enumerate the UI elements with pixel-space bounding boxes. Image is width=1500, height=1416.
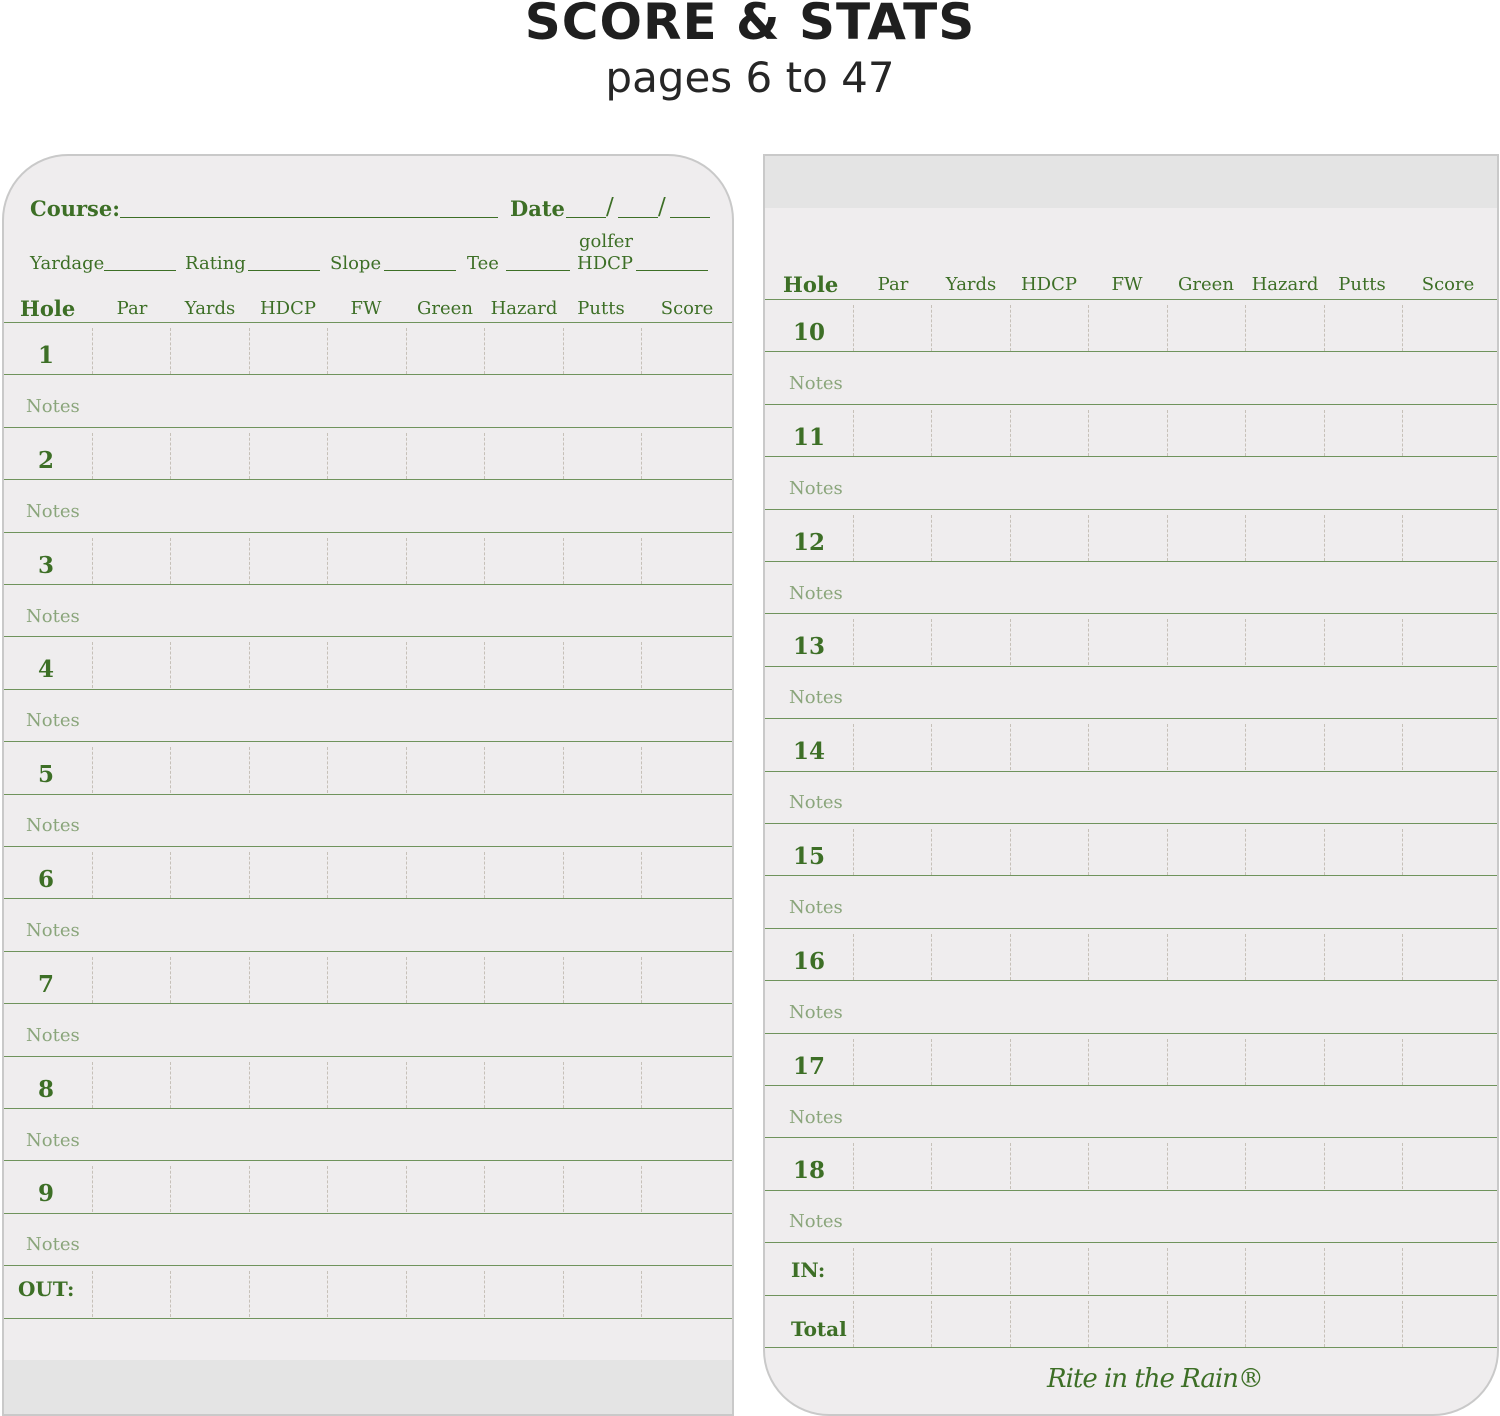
notes-label: Notes xyxy=(26,1234,80,1256)
cell-divider xyxy=(1167,1248,1168,1294)
cell-divider xyxy=(1402,410,1403,456)
cell-divider xyxy=(1324,1301,1325,1347)
cell-divider xyxy=(170,538,171,584)
bottom-binding-band xyxy=(4,1360,732,1416)
cell-divider xyxy=(1010,829,1011,875)
cell-divider xyxy=(484,852,485,898)
hole-number: 13 xyxy=(792,633,825,661)
cell-divider xyxy=(170,328,171,374)
column-header-putts: Putts xyxy=(577,298,625,319)
cell-divider xyxy=(1088,619,1089,665)
cell-divider xyxy=(931,1248,932,1294)
cell-divider xyxy=(327,642,328,688)
cell-divider xyxy=(1167,1301,1168,1347)
notes-label: Notes xyxy=(789,582,843,604)
cell-divider xyxy=(853,1143,854,1189)
cell-divider xyxy=(1402,724,1403,770)
cell-divider xyxy=(1245,619,1246,665)
cell-divider xyxy=(327,538,328,584)
out-label: OUT: xyxy=(18,1277,75,1302)
cell-divider xyxy=(1402,515,1403,561)
cell-divider xyxy=(931,1039,932,1085)
golfer-hdcp-field[interactable] xyxy=(636,270,708,271)
notes-label: Notes xyxy=(26,710,80,732)
cell-divider xyxy=(1245,515,1246,561)
hole-column-header: Hole xyxy=(20,296,76,321)
cell-divider xyxy=(641,957,642,1003)
column-header-par: Par xyxy=(877,274,909,295)
column-header-green: Green xyxy=(1178,274,1234,295)
cell-divider xyxy=(1324,724,1325,770)
notes-label: Notes xyxy=(26,605,80,627)
notes-row-rule xyxy=(765,1242,1497,1243)
column-header-par: Par xyxy=(116,298,148,319)
cell-divider xyxy=(563,747,564,793)
cell-divider xyxy=(484,538,485,584)
rating-label: Rating xyxy=(185,253,246,274)
slope-field[interactable] xyxy=(384,270,456,271)
cell-divider xyxy=(249,328,250,374)
hole-row-rule xyxy=(4,1213,732,1214)
notes-label: Notes xyxy=(26,920,80,941)
cell-divider xyxy=(406,1271,407,1317)
cell-divider xyxy=(1245,1039,1246,1085)
cell-divider xyxy=(641,538,642,584)
cell-divider xyxy=(853,619,854,665)
cell-divider xyxy=(92,957,93,1003)
notes-label: Notes xyxy=(789,897,843,918)
cell-divider xyxy=(1167,829,1168,875)
notes-label: Notes xyxy=(789,792,843,814)
cell-divider xyxy=(92,1166,93,1212)
column-header-fw: FW xyxy=(350,298,382,319)
cell-divider xyxy=(1402,829,1403,875)
cell-divider xyxy=(1010,1143,1011,1189)
notes-label: Notes xyxy=(26,500,80,522)
cell-divider xyxy=(327,747,328,793)
cell-divider xyxy=(92,747,93,793)
column-header-putts: Putts xyxy=(1338,274,1386,295)
cell-divider xyxy=(931,410,932,456)
column-header-yards: Yards xyxy=(184,298,236,319)
yardage-label: Yardage xyxy=(30,253,105,274)
cell-divider xyxy=(1402,1039,1403,1085)
hole-number: 2 xyxy=(37,446,54,474)
cell-divider xyxy=(484,433,485,479)
cell-divider xyxy=(1088,305,1089,351)
front-nine-scorecard xyxy=(2,154,734,1416)
cell-divider xyxy=(1245,724,1246,770)
notes-row-rule xyxy=(4,427,732,428)
cell-divider xyxy=(1245,934,1246,980)
cell-divider xyxy=(931,305,932,351)
cell-divider xyxy=(249,1166,250,1212)
cell-divider xyxy=(931,1143,932,1189)
cell-divider xyxy=(563,538,564,584)
hole-row-rule xyxy=(4,584,732,585)
cell-divider xyxy=(170,433,171,479)
cell-divider xyxy=(327,957,328,1003)
notes-row-rule xyxy=(765,1033,1497,1034)
notes-row-rule xyxy=(4,1265,732,1266)
cell-divider xyxy=(170,1062,171,1108)
cell-divider xyxy=(1010,305,1011,351)
cell-divider xyxy=(92,433,93,479)
cell-divider xyxy=(1167,305,1168,351)
cell-divider xyxy=(406,433,407,479)
cell-divider xyxy=(1324,1248,1325,1294)
cell-divider xyxy=(1010,1039,1011,1085)
date-label: Date xyxy=(510,196,565,221)
cell-divider xyxy=(484,747,485,793)
cell-divider xyxy=(1324,305,1325,351)
tee-field[interactable] xyxy=(506,270,570,271)
cell-divider xyxy=(1010,410,1011,456)
hole-row-rule xyxy=(4,374,732,375)
cell-divider xyxy=(1010,724,1011,770)
notes-row-rule xyxy=(765,1137,1497,1138)
notes-row-rule xyxy=(4,951,732,952)
cell-divider xyxy=(931,829,932,875)
cell-divider xyxy=(1402,619,1403,665)
cell-divider xyxy=(249,1062,250,1108)
cell-divider xyxy=(563,642,564,688)
hole-number: 3 xyxy=(37,551,54,579)
page-title: SCORE & STATS xyxy=(524,0,976,51)
hole-row-rule xyxy=(765,771,1497,772)
cell-divider xyxy=(1167,1143,1168,1189)
cell-divider xyxy=(327,1166,328,1212)
total-row-rule xyxy=(4,1318,732,1319)
cell-divider xyxy=(931,1301,932,1347)
cell-divider xyxy=(641,1062,642,1108)
hole-number: 9 xyxy=(37,1180,54,1208)
cell-divider xyxy=(853,410,854,456)
cell-divider xyxy=(931,515,932,561)
cell-divider xyxy=(406,747,407,793)
hole-row-rule xyxy=(4,898,732,899)
slope-label: Slope xyxy=(330,253,382,274)
date-month-field[interactable] xyxy=(566,217,606,218)
cell-divider xyxy=(484,1166,485,1212)
cell-divider xyxy=(249,1271,250,1317)
notes-label: Notes xyxy=(26,396,80,417)
hole-number: 1 xyxy=(37,342,54,369)
top-binding-band xyxy=(765,156,1497,208)
cell-divider xyxy=(931,724,932,770)
cell-divider xyxy=(853,934,854,980)
rite-in-the-rain-logo: Rite in the Rain® xyxy=(1047,1364,1263,1394)
cell-divider xyxy=(1010,1248,1011,1294)
cell-divider xyxy=(1402,1143,1403,1189)
cell-divider xyxy=(1402,1248,1403,1294)
notes-row-rule xyxy=(765,823,1497,824)
cell-divider xyxy=(1245,829,1246,875)
cell-divider xyxy=(170,852,171,898)
notes-label: Notes xyxy=(26,1024,80,1046)
total-row-rule xyxy=(765,1295,1497,1296)
cell-divider xyxy=(92,538,93,584)
notes-row-rule xyxy=(4,1160,732,1161)
cell-divider xyxy=(563,957,564,1003)
cell-divider xyxy=(1324,1039,1325,1085)
cell-divider xyxy=(92,642,93,688)
cell-divider xyxy=(853,1039,854,1085)
hole-number: 8 xyxy=(37,1075,54,1103)
cell-divider xyxy=(641,1271,642,1317)
cell-divider xyxy=(1402,1301,1403,1347)
hole-row-rule xyxy=(4,1108,732,1109)
hole-row-rule xyxy=(765,351,1497,352)
cell-divider xyxy=(641,328,642,374)
cell-divider xyxy=(1088,1143,1089,1189)
column-header-green: Green xyxy=(417,298,473,319)
cell-divider xyxy=(1245,1301,1246,1347)
notes-row-rule xyxy=(4,741,732,742)
cell-divider xyxy=(484,957,485,1003)
cell-divider xyxy=(563,1166,564,1212)
hole-number: 6 xyxy=(37,866,54,893)
date-separator: / xyxy=(658,194,666,220)
page-subtitle: pages 6 to 47 xyxy=(605,53,895,102)
course-label: Course: xyxy=(30,196,120,221)
cell-divider xyxy=(641,747,642,793)
hole-row-rule xyxy=(765,561,1497,562)
notes-label: Notes xyxy=(789,477,843,499)
cell-divider xyxy=(563,433,564,479)
cell-divider xyxy=(484,328,485,374)
cell-divider xyxy=(1167,934,1168,980)
notes-row-rule xyxy=(765,404,1497,405)
cell-divider xyxy=(1167,410,1168,456)
cell-divider xyxy=(641,1166,642,1212)
hole-row-rule xyxy=(765,666,1497,667)
cell-divider xyxy=(327,1062,328,1108)
notes-label: Notes xyxy=(789,1001,843,1023)
cell-divider xyxy=(1167,724,1168,770)
cell-divider xyxy=(484,642,485,688)
cell-divider xyxy=(1324,829,1325,875)
cell-divider xyxy=(563,1062,564,1108)
back-nine-scorecard xyxy=(763,154,1499,1416)
date-year-field[interactable] xyxy=(670,217,710,218)
hole-row-rule xyxy=(4,479,732,480)
hole-row-rule xyxy=(4,1003,732,1004)
cell-divider xyxy=(853,1301,854,1347)
cell-divider xyxy=(1245,305,1246,351)
cell-divider xyxy=(1324,619,1325,665)
hole-number: 16 xyxy=(792,947,825,975)
cell-divider xyxy=(931,934,932,980)
hole-row-rule xyxy=(765,980,1497,981)
cell-divider xyxy=(327,328,328,374)
cell-divider xyxy=(484,1062,485,1108)
cell-divider xyxy=(853,724,854,770)
total-row-rule xyxy=(765,1347,1497,1348)
hole-number: 14 xyxy=(792,738,825,766)
cell-divider xyxy=(1167,619,1168,665)
cell-divider xyxy=(853,829,854,875)
column-header-score: Score xyxy=(1421,274,1475,295)
hole-number: 4 xyxy=(37,656,54,684)
hole-number: 5 xyxy=(37,761,54,789)
hole-row-rule xyxy=(4,689,732,690)
notes-row-rule xyxy=(765,509,1497,510)
notes-row-rule xyxy=(765,718,1497,719)
column-header-hdcp: HDCP xyxy=(1020,274,1077,295)
date-separator: / xyxy=(606,194,614,220)
cell-divider xyxy=(1088,1301,1089,1347)
cell-divider xyxy=(1088,515,1089,561)
cell-divider xyxy=(249,957,250,1003)
cell-divider xyxy=(406,957,407,1003)
cell-divider xyxy=(1245,1143,1246,1189)
notes-row-rule xyxy=(4,636,732,637)
column-header-yards: Yards xyxy=(945,274,997,295)
cell-divider xyxy=(249,852,250,898)
cell-divider xyxy=(563,328,564,374)
notes-row-rule xyxy=(765,613,1497,614)
header-rule xyxy=(4,322,732,323)
cell-divider xyxy=(641,852,642,898)
notes-row-rule xyxy=(4,532,732,533)
cell-divider xyxy=(92,852,93,898)
cell-divider xyxy=(853,515,854,561)
cell-divider xyxy=(406,1166,407,1212)
cell-divider xyxy=(1088,934,1089,980)
cell-divider xyxy=(1402,934,1403,980)
hole-number: 17 xyxy=(792,1052,825,1080)
cell-divider xyxy=(92,1271,93,1317)
cell-divider xyxy=(92,328,93,374)
cell-divider xyxy=(249,747,250,793)
cell-divider xyxy=(1324,934,1325,980)
notes-row-rule xyxy=(765,928,1497,929)
in-label: IN: xyxy=(791,1258,826,1283)
hole-row-rule xyxy=(765,1190,1497,1191)
cell-divider xyxy=(1245,1248,1246,1294)
notes-label: Notes xyxy=(789,373,843,394)
cell-divider xyxy=(641,433,642,479)
hole-row-rule xyxy=(765,1085,1497,1086)
notes-label: Notes xyxy=(26,1129,80,1151)
cell-divider xyxy=(484,1271,485,1317)
cell-divider xyxy=(931,619,932,665)
notes-label: Notes xyxy=(789,1106,843,1128)
course-field[interactable] xyxy=(120,217,498,218)
cell-divider xyxy=(170,642,171,688)
total-label: Total xyxy=(791,1316,847,1341)
cell-divider xyxy=(406,642,407,688)
hole-number: 10 xyxy=(792,319,825,346)
hole-row-rule xyxy=(4,794,732,795)
date-day-field[interactable] xyxy=(618,217,658,218)
hole-row-rule xyxy=(765,456,1497,457)
hole-number: 18 xyxy=(792,1157,825,1185)
tee-label: Tee xyxy=(467,253,499,274)
cell-divider xyxy=(170,957,171,1003)
golfer-label: golfer xyxy=(579,231,634,252)
cell-divider xyxy=(170,1271,171,1317)
cell-divider xyxy=(1010,619,1011,665)
cell-divider xyxy=(249,642,250,688)
hole-number: 15 xyxy=(792,843,825,870)
cell-divider xyxy=(1088,829,1089,875)
hole-column-header: Hole xyxy=(783,272,839,297)
cell-divider xyxy=(641,642,642,688)
cell-divider xyxy=(406,1062,407,1108)
cell-divider xyxy=(1324,410,1325,456)
cell-divider xyxy=(170,747,171,793)
cell-divider xyxy=(406,852,407,898)
notes-label: Notes xyxy=(789,687,843,709)
column-header-fw: FW xyxy=(1111,274,1143,295)
cell-divider xyxy=(1402,305,1403,351)
cell-divider xyxy=(1088,724,1089,770)
cell-divider xyxy=(1167,1039,1168,1085)
cell-divider xyxy=(406,328,407,374)
cell-divider xyxy=(853,305,854,351)
column-header-hdcp: HDCP xyxy=(259,298,316,319)
cell-divider xyxy=(92,1062,93,1108)
header-rule xyxy=(765,299,1497,300)
hole-number: 11 xyxy=(792,423,825,451)
notes-label: Notes xyxy=(789,1211,843,1233)
notes-label: Notes xyxy=(26,815,80,837)
cell-divider xyxy=(1167,515,1168,561)
cell-divider xyxy=(1245,410,1246,456)
cell-divider xyxy=(853,1248,854,1294)
cell-divider xyxy=(170,1166,171,1212)
cell-divider xyxy=(1010,1301,1011,1347)
hdcp-label: HDCP xyxy=(577,253,634,274)
rating-field[interactable] xyxy=(248,270,320,271)
cell-divider xyxy=(249,433,250,479)
cell-divider xyxy=(1324,1143,1325,1189)
cell-divider xyxy=(563,1271,564,1317)
cell-divider xyxy=(1324,515,1325,561)
cell-divider xyxy=(327,433,328,479)
column-header-hazard: Hazard xyxy=(1251,274,1319,295)
cell-divider xyxy=(249,538,250,584)
notes-row-rule xyxy=(4,846,732,847)
yardage-field[interactable] xyxy=(104,270,176,271)
cell-divider xyxy=(1088,1039,1089,1085)
cell-divider xyxy=(1088,410,1089,456)
cell-divider xyxy=(1088,1248,1089,1294)
cell-divider xyxy=(1010,934,1011,980)
cell-divider xyxy=(563,852,564,898)
hole-number: 7 xyxy=(37,970,54,998)
cell-divider xyxy=(406,538,407,584)
hole-row-rule xyxy=(765,875,1497,876)
hole-number: 12 xyxy=(792,528,825,556)
column-header-score: Score xyxy=(660,298,714,319)
notes-row-rule xyxy=(4,1056,732,1057)
cell-divider xyxy=(327,852,328,898)
cell-divider xyxy=(1010,515,1011,561)
cell-divider xyxy=(327,1271,328,1317)
column-header-hazard: Hazard xyxy=(490,298,558,319)
